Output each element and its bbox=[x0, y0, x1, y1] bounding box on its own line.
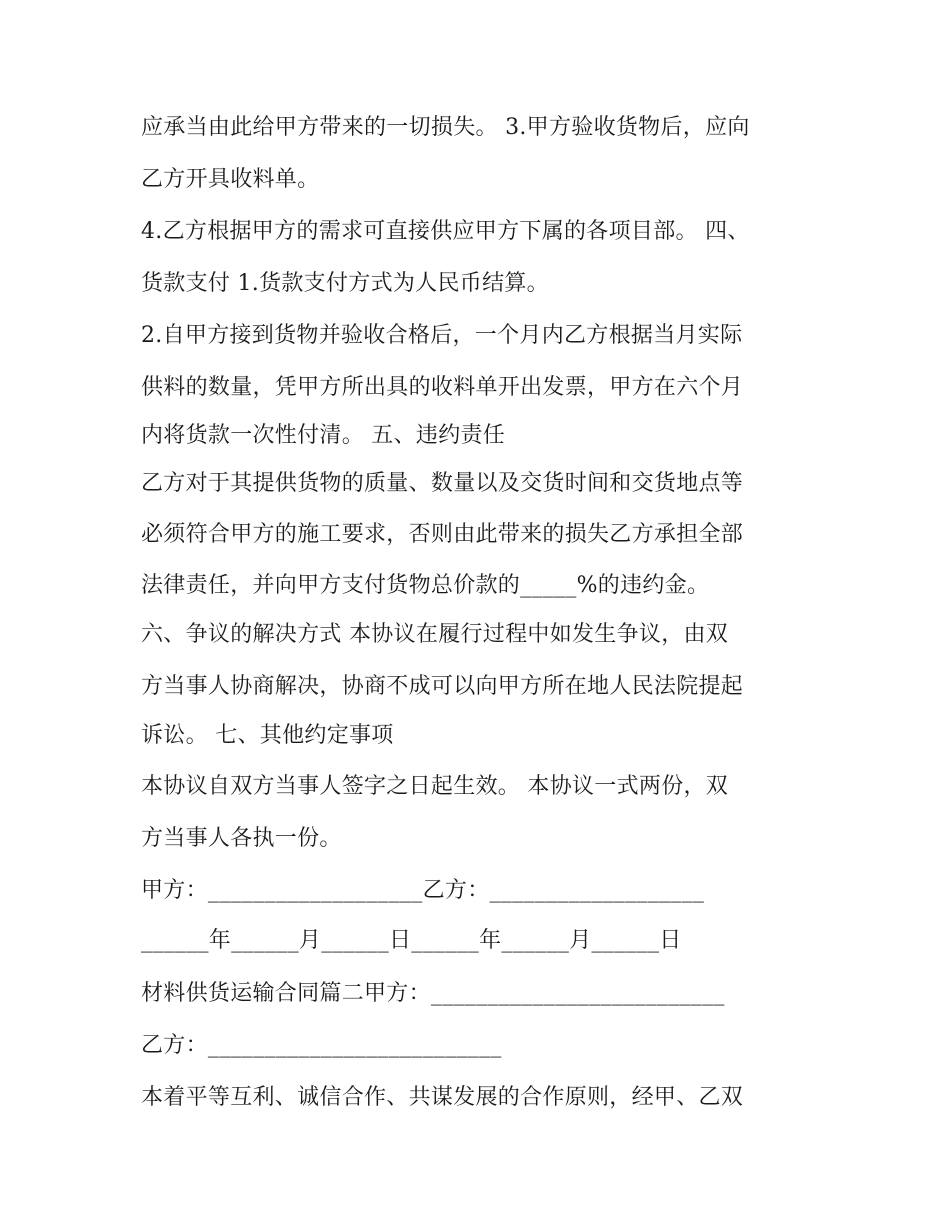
text-line: 本着平等互利、诚信合作、共谋发展的合作原则，经甲、乙双 bbox=[141, 1085, 744, 1110]
section-heading-line: 材料供货运输合同篇二甲方：__________________________ bbox=[141, 981, 725, 1006]
text-line: 必须符合甲方的施工要求，否则由此带来的损失乙方承担全部 bbox=[141, 522, 744, 547]
date-line: ______年______月______日______年______月______日 bbox=[141, 928, 682, 953]
text-line: 六、争议的解决方式 本协议在履行过程中如发生争议，由双 bbox=[141, 622, 729, 647]
text-line: 内将货款一次性付清。 五、违约责任 bbox=[141, 423, 506, 448]
text-line: 4.乙方根据甲方的需求可直接供应甲方下属的各项目部。 四、 bbox=[141, 219, 750, 244]
text-line: 诉讼。 七、其他约定事项 bbox=[141, 723, 394, 748]
text-line: 方当事人协商解决，协商不成可以向甲方所在地人民法院提起 bbox=[141, 674, 744, 699]
text-line: 乙方对于其提供货物的质量、数量以及交货时间和交货地点等 bbox=[141, 471, 744, 496]
text-line: 应承当由此给甲方带来的一切损失。 3.甲方验收货物后，应向 bbox=[141, 115, 750, 140]
signature-line: 甲方：___________________乙方：___________________ bbox=[141, 878, 705, 903]
text-line: 方当事人各执一份。 bbox=[141, 826, 342, 851]
text-line: 乙方开具收料单。 bbox=[141, 167, 320, 192]
text-line: 本协议自双方当事人签字之日起生效。 本协议一式两份，双 bbox=[141, 774, 729, 799]
text-line: 2.自甲方接到货物并验收合格后，一个月内乙方根据当月实际 bbox=[141, 323, 743, 348]
text-line: 法律责任，并向甲方支付货物总价款的_____%的违约金。 bbox=[141, 573, 710, 598]
text-line: 供料的数量，凭甲方所出具的收料单开出发票，甲方在六个月 bbox=[141, 375, 744, 400]
text-line: 货款支付 1.货款支付方式为人民币结算。 bbox=[141, 271, 549, 296]
party-b-line: 乙方：__________________________ bbox=[141, 1033, 502, 1058]
